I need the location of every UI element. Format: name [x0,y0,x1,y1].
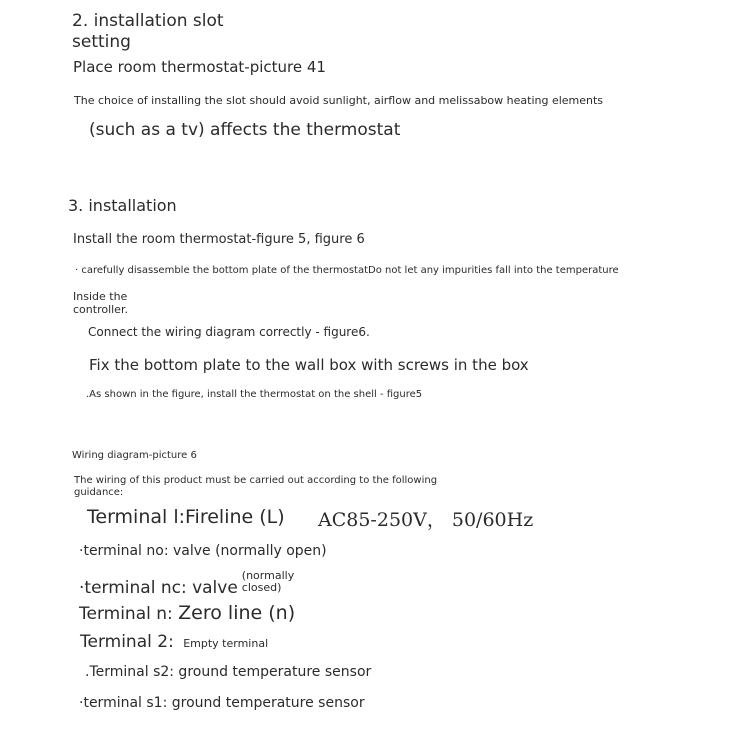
section-3-step-3: Fix the bottom plate to the wall box with screws in the box [89,356,529,374]
terminal-s2: .Terminal s2: ground temperature sensor [85,664,372,680]
section-3-subtitle: Install the room thermostat-figure 5, figure 6 [73,232,365,247]
terminal-nc [79,570,294,599]
terminal-l-spec: AC85-250V， 50/60Hz [318,509,534,531]
section-3-step-4: .As shown in the figure, install the thermostat on the shell - figure5 [86,389,423,400]
section-3-step-1-line3: controller. [73,304,128,316]
terminal-nc-note [242,570,294,594]
section-2-note-continued: (such as a tv) affects the thermostat [89,120,401,140]
terminal-nc-label: ·terminal nc: valve [79,578,238,598]
section-2-note: The choice of installing the slot should avoid sunlight, airflow and melissabow heating elements [74,94,604,107]
section-3-step-1: · carefully disassemble the bottom plate of the thermostatDo not let any impurities fall into the temperature [75,265,619,276]
section-3-step-2: Connect the wiring diagram correctly - figure6. [88,325,370,339]
wiring-title: Wiring diagram-picture 6 [72,450,197,461]
terminal-2-value: Empty terminal [183,637,269,650]
terminal-l-label: Terminal l:Fireline (L) [87,506,285,528]
terminal-no: ·terminal no: valve (normally open) [79,543,327,559]
terminal-n [79,603,295,625]
section-2-heading-line2: setting [72,32,131,52]
terminal-n-value: Zero line (n) [178,602,296,624]
section-2-heading-line1: 2. installation slot [72,11,224,31]
terminal-s1: ·terminal s1: ground temperature sensor [79,695,365,711]
section-3-heading: 3. installation [68,196,177,215]
terminal-2-label: Terminal 2: [80,632,174,652]
terminal-nc-note-line1: (normally [241,569,295,582]
terminal-2 [80,633,268,653]
section-3-step-1-line2: Inside the [73,290,128,303]
section-2-subtitle: Place room thermostat-picture 41 [73,58,326,76]
wiring-guidance-line1: The wiring of this product must be carried out according to the following [74,475,438,486]
terminal-nc-note-line2: closed) [241,581,282,594]
terminal-n-label: Terminal n: [79,604,173,624]
wiring-guidance-line2: guidance: [74,487,124,498]
